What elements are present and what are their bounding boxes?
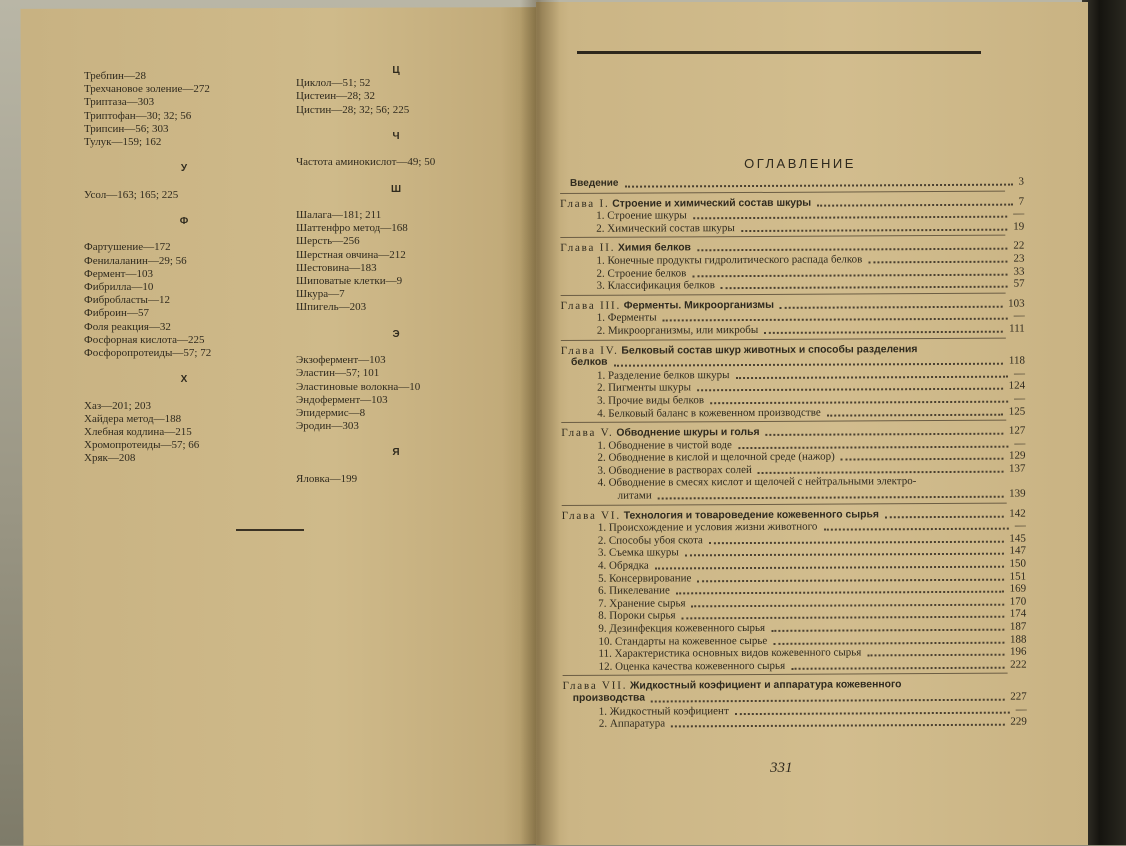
index-entry: Экзофермент—103 xyxy=(296,354,386,367)
index-letter-heading: Ч xyxy=(392,130,400,142)
toc-page-number: — xyxy=(1015,703,1027,716)
index-spacer xyxy=(296,315,496,328)
toc-entry-title: 6. Пикелевание xyxy=(598,584,670,598)
toc-entry-title: 3. Классификация белков xyxy=(596,279,715,292)
toc-page-number: 33 xyxy=(1013,265,1025,278)
toc-entry-title: 2. Пигменты шкуры xyxy=(597,381,692,395)
index-entry: Фибробласты—12 xyxy=(84,294,170,307)
toc-entry-title: 2. Аппаратура xyxy=(598,717,666,730)
leader-dots xyxy=(697,578,1004,582)
index-entry: Усол—163; 165; 225 xyxy=(84,188,179,201)
toc-entry xyxy=(560,220,1025,235)
toc-page-number: 23 xyxy=(1013,252,1025,265)
leader-dots xyxy=(741,228,1007,231)
index-entry: Шерсть—256 xyxy=(296,235,360,248)
index-letter-heading: Ф xyxy=(179,216,189,228)
toc-entry-title: 3. Прочие виды белков xyxy=(597,394,705,407)
index-letter-heading: Я xyxy=(392,447,400,459)
leader-dots xyxy=(697,248,1007,252)
index-spacer xyxy=(296,341,496,354)
index-spacer xyxy=(296,460,496,473)
toc-page-number: — xyxy=(1013,207,1025,220)
toc-entry-title: 3. Обводнение в растворах солей xyxy=(597,463,752,477)
index-column-right xyxy=(296,64,496,486)
chapter-label: Глава V. xyxy=(561,426,614,440)
index-entry: Фосфорная кислота—225 xyxy=(84,333,205,346)
toc-page-number: 174 xyxy=(1009,607,1027,621)
chapter-label: Глава VII. xyxy=(562,680,628,693)
index-spacer xyxy=(296,433,496,446)
chapter-label: Глава VI. xyxy=(561,509,621,522)
chapter-divider xyxy=(563,673,1008,676)
index-entry: Фартушение—172 xyxy=(84,241,171,254)
toc-entry-title: 2. Химический состав шкуры xyxy=(596,221,735,235)
toc-entry xyxy=(563,715,1027,731)
toc-page-number: 188 xyxy=(1009,633,1027,646)
index-spacer xyxy=(296,117,496,130)
chapter-title: Химия белков xyxy=(617,242,691,255)
index-entry: Хайдера метод—188 xyxy=(84,412,182,425)
toc-page-number: 187 xyxy=(1009,620,1027,633)
toc-page-number: 127 xyxy=(1008,424,1026,437)
leader-dots xyxy=(780,305,1003,308)
index-entry: Шаттенфро метод—168 xyxy=(296,222,408,235)
toc-entry-title: 4. Обводнение в смесях кислот и щелочей с нейтральными электро- xyxy=(597,475,917,490)
toc-entry-title: 2. Обводнение в кислой и щелочной среде (нажор) xyxy=(597,450,835,465)
toc-page-number: — xyxy=(1013,309,1025,322)
chapter-divider xyxy=(560,190,1005,193)
index-entry: Шалага—181; 211 xyxy=(296,209,382,222)
toc-page-number: 145 xyxy=(1009,532,1026,545)
leader-dots xyxy=(841,458,1004,461)
toc-page-number: — xyxy=(1014,392,1026,405)
toc-entry-title: 9. Дезинфекция кожевенного сырья xyxy=(598,621,766,635)
chapter-title: Строение и химический состав шкуры xyxy=(612,197,812,210)
toc-entry xyxy=(561,405,1026,420)
index-entry: Триптофан—30; 32; 56 xyxy=(84,109,192,122)
toc-page-number: 147 xyxy=(1009,545,1026,558)
toc-page-number: 229 xyxy=(1010,715,1027,728)
index-letter-heading: Х xyxy=(180,374,188,386)
index-entry: Требпин—28 xyxy=(84,70,146,82)
toc-entry-title: 11. Характеристика основных видов кожевенного сырья xyxy=(598,646,862,660)
index-spacer xyxy=(84,387,284,400)
toc-entry-title: 1. Жидкостный коэфициент xyxy=(598,704,729,718)
leader-dots xyxy=(685,553,1004,557)
chapter-divider xyxy=(561,337,1006,340)
toc-entry-title: 2. Микроорганизмы, или микробы xyxy=(596,323,759,337)
toc-page-number: 137 xyxy=(1008,462,1026,475)
index-letter-heading: У xyxy=(180,163,188,175)
toc-entry-title: производства xyxy=(572,692,646,704)
toc-entry-title: 2. Способы убоя скота xyxy=(597,534,703,547)
toc-page-number: 124 xyxy=(1008,379,1026,392)
header-rule xyxy=(577,51,981,54)
leader-dots xyxy=(658,496,1004,500)
index-entry: Эндофермент—103 xyxy=(296,393,388,406)
toc-entry-title: 1. Происхождение и условия жизни животного xyxy=(597,520,818,535)
toc-entry-title: 5. Консервирование xyxy=(598,571,692,585)
index-entry: Шкура—7 xyxy=(296,288,345,301)
toc-entry-title: белков xyxy=(570,356,608,369)
leader-dots xyxy=(663,318,1008,322)
page-number: 331 xyxy=(770,760,793,776)
table-of-contents xyxy=(560,175,1027,731)
toc-page-number: 142 xyxy=(1009,507,1026,520)
toc-page-number: — xyxy=(1014,437,1026,450)
chapter-title: Жидкостный коэфициент и аппаратура кожевенного xyxy=(629,679,902,693)
toc-page-number: 125 xyxy=(1008,405,1026,418)
index-spacer xyxy=(296,143,496,156)
index-end-rule xyxy=(236,529,304,531)
toc-page-number: 7 xyxy=(1018,195,1025,208)
toc-entry xyxy=(563,658,1027,673)
index-entry: Шиповатые клетки—9 xyxy=(296,275,403,287)
toc-page-number: 139 xyxy=(1009,487,1026,500)
leader-dots xyxy=(676,591,1004,595)
index-entry: Цистеин—28; 32 xyxy=(296,90,375,103)
leader-dots xyxy=(671,724,1005,728)
leader-dots xyxy=(827,413,1003,416)
toc-page-number: 170 xyxy=(1009,595,1027,608)
book-gutter xyxy=(520,0,560,845)
index-entry: Фибрилла—10 xyxy=(84,281,154,293)
toc-entry xyxy=(561,277,1025,293)
toc-page-number: 196 xyxy=(1009,645,1027,658)
index-entry: Хряк—208 xyxy=(84,452,136,465)
leader-dots xyxy=(868,261,1007,264)
book-cover-edge xyxy=(1082,0,1126,845)
leader-dots xyxy=(682,616,1005,620)
toc-page-number: — xyxy=(1014,519,1026,532)
leader-dots xyxy=(773,641,1004,644)
leader-dots xyxy=(758,471,1004,474)
chapter-divider xyxy=(561,292,1006,295)
leader-dots xyxy=(735,711,1010,714)
index-entry: Шерстная овчина—212 xyxy=(296,248,406,261)
toc-entry-title: 4. Белковый баланс в кожевенном производстве xyxy=(597,406,821,420)
chapter-label: Глава I. xyxy=(560,197,610,210)
index-spacer xyxy=(84,228,284,241)
leader-dots xyxy=(614,363,1003,367)
toc-entry-title: 7. Хранение сырья xyxy=(598,597,686,610)
toc-page-number: 222 xyxy=(1010,658,1027,671)
chapter-title: Обводнение шкуры и голья xyxy=(616,427,760,439)
toc-page-number: 169 xyxy=(1009,582,1027,595)
index-entry: Фоля реакция—32 xyxy=(84,320,171,333)
chapter-divider xyxy=(561,420,1006,423)
index-letter-heading: Э xyxy=(392,328,400,340)
toc-page-number: — xyxy=(1013,367,1026,380)
index-letter-heading: Ц xyxy=(392,65,400,76)
toc-entry-title: 12. Оценка качества кожевенного сырья xyxy=(598,659,786,673)
index-spacer xyxy=(296,196,496,209)
leader-dots xyxy=(721,286,1008,290)
leader-dots xyxy=(823,528,1008,531)
toc-entry xyxy=(561,322,1025,338)
index-entry: Фосфоропротеиды—57; 72 xyxy=(84,346,212,359)
leader-dots xyxy=(885,515,1004,518)
toc-entry-title: литами xyxy=(617,489,652,502)
toc-entry-title: 10. Стандарты на кожевенное сырье xyxy=(598,634,768,648)
toc-entry-title: 2. Строение белков xyxy=(596,266,687,280)
leader-dots xyxy=(692,273,1007,277)
index-letter-heading: Ш xyxy=(390,183,402,195)
index-entry: Частота аминокислот—49; 50 xyxy=(296,156,436,169)
toc-title: ОГЛАВЛЕНИЕ xyxy=(744,156,856,171)
toc-entry xyxy=(560,175,1025,191)
leader-dots xyxy=(817,203,1013,206)
index-entry: Фиброин—57 xyxy=(84,307,149,320)
index-column-left xyxy=(84,70,284,466)
leader-dots xyxy=(625,184,1013,188)
index-entry: Эластин—57; 101 xyxy=(296,367,380,380)
leader-dots xyxy=(738,445,1008,448)
index-entry: Эродин—303 xyxy=(296,420,359,433)
toc-page-number: 129 xyxy=(1008,449,1026,462)
leader-dots xyxy=(766,433,1004,436)
leader-dots xyxy=(710,401,1008,405)
toc-page-number: 118 xyxy=(1008,354,1025,367)
index-entry: Трипсин—56; 303 xyxy=(84,122,169,135)
leader-dots xyxy=(692,603,1005,607)
toc-page-number: 57 xyxy=(1013,277,1025,290)
leader-dots xyxy=(693,216,1007,220)
toc-entry-title: Введение xyxy=(569,177,619,189)
index-entry: Фермент—103 xyxy=(84,267,153,280)
toc-entry-title: 1. Разделение белков шкуры xyxy=(597,368,730,382)
toc-page-number: 22 xyxy=(1013,239,1025,253)
leader-dots xyxy=(736,375,1008,378)
index-entry: Эластиновые волокна—10 xyxy=(296,380,421,393)
toc-entry-title: 3. Съемка шкуры xyxy=(597,546,679,560)
chapter-divider xyxy=(562,502,1007,505)
leader-dots xyxy=(867,654,1004,657)
toc-entry-title: 1. Строение шкуры xyxy=(596,209,687,222)
toc-page-number: 151 xyxy=(1009,570,1027,583)
toc-entry-title: 1. Конечные продукты гидролитического распада белков xyxy=(596,253,863,267)
toc-page-number: 227 xyxy=(1010,690,1027,703)
chapter-title: Ферменты. Микроорганизмы xyxy=(623,299,774,312)
index-entry: Хаз—201; 203 xyxy=(84,399,151,412)
index-entry: Шестовина—183 xyxy=(296,261,377,274)
leader-dots xyxy=(655,566,1004,570)
toc-page-number: 103 xyxy=(1008,297,1025,310)
leader-dots xyxy=(764,331,1003,334)
toc-page-number: 3 xyxy=(1018,175,1025,188)
chapter-title: Технология и товароведение кожевенного сырья xyxy=(623,508,879,522)
chapter-label: Глава II. xyxy=(560,242,616,255)
index-entry: Яловка—199 xyxy=(296,472,358,485)
index-spacer xyxy=(84,149,284,162)
index-entry: Трехчановое золение—272 xyxy=(84,83,210,96)
index-entry: Фенилаланин—29; 56 xyxy=(84,254,187,267)
chapter-divider xyxy=(560,235,1005,238)
index-entry: Шпигель—203 xyxy=(296,301,367,314)
chapter-label: Глава IV. xyxy=(560,344,619,357)
index-entry: Хлебная кодлина—215 xyxy=(84,426,192,439)
leader-dots xyxy=(709,541,1004,545)
leader-dots xyxy=(651,699,1005,703)
toc-entry-title: 1. Обводнение в чистой воде xyxy=(597,438,732,452)
chapter-label: Глава III. xyxy=(560,299,622,312)
toc-entry-title: 1. Ферменты xyxy=(596,311,657,325)
leader-dots xyxy=(791,666,1004,669)
index-entry: Циклол—51; 52 xyxy=(296,77,371,90)
toc-page-number: 111 xyxy=(1009,322,1025,335)
index-spacer xyxy=(296,170,496,183)
index-entry: Триптаза—303 xyxy=(84,96,155,109)
index-entry: Эпидермис—8 xyxy=(296,406,366,419)
toc-page-number: 19 xyxy=(1013,220,1025,233)
index-entry: Тулук—159; 162 xyxy=(84,135,162,148)
toc-entry-title: 8. Пороки сырья xyxy=(598,609,676,623)
index-entry: Хромопротеиды—57; 66 xyxy=(84,439,200,452)
toc-page-number: 150 xyxy=(1009,557,1027,570)
leader-dots xyxy=(771,629,1004,632)
index-spacer xyxy=(84,176,284,189)
chapter-title: Белковый состав шкур животных и способы разделения xyxy=(621,343,918,357)
toc-entry-title: 4. Обрядка xyxy=(597,559,649,572)
toc-entry xyxy=(562,487,1026,503)
index-entry: Цистин—28; 32; 56; 225 xyxy=(296,103,410,116)
index-spacer xyxy=(84,202,284,215)
leader-dots xyxy=(697,388,1003,392)
index-spacer xyxy=(84,360,284,373)
